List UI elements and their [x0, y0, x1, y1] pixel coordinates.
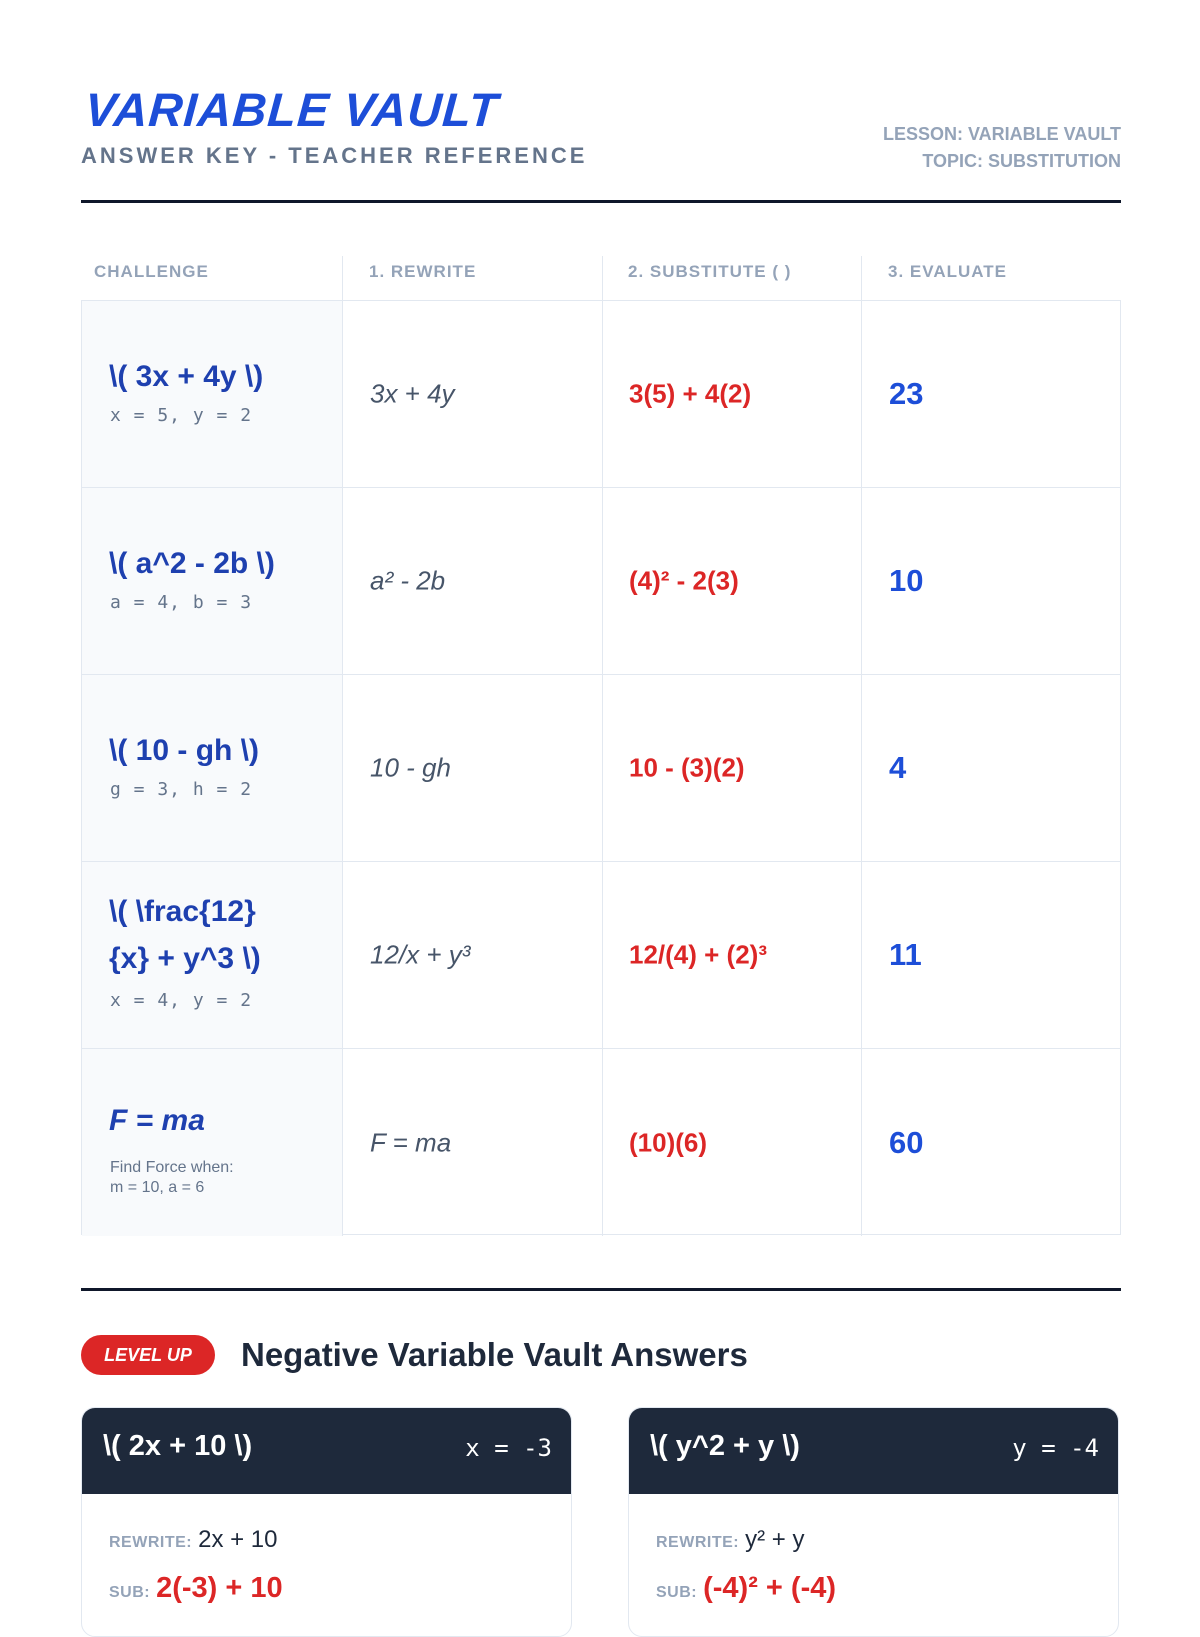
card-sub-line — [656, 1572, 836, 1605]
card-sub-line — [109, 1572, 283, 1605]
challenge-expression-line1: \( \frac{12} — [109, 895, 256, 928]
card-given-value: x = -3 — [465, 1434, 552, 1462]
substitute-cell — [603, 862, 862, 1048]
rewrite-label: REWRITE: — [656, 1534, 740, 1551]
substituted-expression: (10)(6) — [629, 1127, 708, 1157]
rewrite-cell — [343, 1049, 603, 1236]
table-row — [82, 675, 1120, 862]
substituted-expression: 12/(4) + (2)³ — [629, 939, 767, 970]
challenge-cell — [82, 862, 343, 1048]
section-title: Negative Variable Vault Answers — [241, 1336, 748, 1373]
rewrite-expression: a² - 2b — [370, 565, 446, 596]
evaluate-cell — [862, 862, 1120, 1048]
card-header — [82, 1408, 571, 1494]
rewrite-expression: 12/x + y³ — [370, 939, 471, 970]
rewrite-expression: F = ma — [370, 1127, 452, 1157]
table-row — [82, 488, 1120, 675]
answer-value: 10 — [889, 563, 924, 598]
column-header-substitute: 2. SUBSTITUTE ( ) — [628, 262, 792, 281]
sub-value: (-4)² + (-4) — [703, 1572, 837, 1604]
challenge-cell — [82, 675, 343, 861]
card-expression: \( y^2 + y \) — [650, 1430, 800, 1462]
rewrite-cell — [343, 862, 603, 1048]
challenge-expression: \( 3x + 4y \) — [109, 360, 264, 393]
challenge-expression: \( a^2 - 2b \) — [109, 547, 275, 580]
lesson-label: LESSON: VARIABLE VAULT — [883, 124, 1121, 144]
substitute-cell — [603, 675, 862, 861]
answer-value: 60 — [889, 1124, 924, 1160]
given-values: x = 4, y = 2 — [110, 990, 253, 1011]
table-row — [82, 301, 1120, 488]
answer-value: 11 — [889, 937, 922, 972]
rewrite-cell — [343, 301, 603, 487]
card-rewrite-line — [656, 1526, 804, 1554]
rewrite-expression: 3x + 4y — [370, 378, 455, 409]
substituted-expression: 3(5) + 4(2) — [629, 378, 752, 409]
rewrite-label: REWRITE: — [109, 1534, 193, 1551]
column-header-rewrite: 1. REWRITE — [369, 262, 477, 281]
table-row — [82, 1049, 1120, 1236]
sub-label: SUB: — [109, 1584, 151, 1601]
rewrite-value: y² + y — [745, 1526, 805, 1553]
substitute-cell — [603, 301, 862, 487]
answer-table — [81, 300, 1121, 1235]
challenge-cell — [82, 1049, 343, 1236]
evaluate-cell — [862, 1049, 1120, 1236]
card-expression: \( 2x + 10 \) — [103, 1430, 253, 1462]
page-title: VARIABLE VAULT — [83, 83, 501, 136]
substitute-cell — [603, 488, 862, 674]
column-header-challenge: CHALLENGE — [94, 262, 209, 281]
rewrite-cell — [343, 675, 603, 861]
rewrite-cell — [343, 488, 603, 674]
level-up-badge: LEVEL UP — [81, 1335, 215, 1375]
evaluate-cell — [862, 675, 1120, 861]
card-header — [629, 1408, 1118, 1494]
section-divider — [81, 1288, 1121, 1291]
given-values: a = 4, b = 3 — [110, 592, 253, 613]
answer-value: 23 — [889, 376, 924, 411]
lesson-meta — [883, 121, 1121, 175]
table-row — [82, 862, 1120, 1049]
column-separator — [342, 256, 343, 300]
challenge-cell — [82, 301, 343, 487]
given-values: g = 3, h = 2 — [110, 779, 253, 800]
page-subtitle: ANSWER KEY - TEACHER REFERENCE — [81, 143, 588, 168]
answer-value: 4 — [889, 750, 907, 785]
card-given-value: y = -4 — [1012, 1434, 1099, 1462]
given-values: m = 10, a = 6 — [110, 1179, 205, 1196]
substitute-cell — [603, 1049, 862, 1236]
challenge-expression-line2: {x} + y^3 \) — [109, 942, 261, 975]
given-values: x = 5, y = 2 — [110, 405, 253, 426]
evaluate-cell — [862, 488, 1120, 674]
substituted-expression: 10 - (3)(2) — [629, 752, 745, 783]
card-rewrite-line — [109, 1526, 278, 1554]
negative-variable-card — [628, 1407, 1119, 1637]
column-separator — [602, 256, 603, 300]
negative-variable-card — [81, 1407, 572, 1637]
sub-value: 2(-3) + 10 — [156, 1572, 283, 1604]
challenge-expression: \( 10 - gh \) — [109, 734, 259, 767]
evaluate-cell — [862, 301, 1120, 487]
substituted-expression: (4)² - 2(3) — [629, 565, 739, 596]
challenge-expression: F = ma — [109, 1104, 205, 1137]
topic-label: TOPIC: SUBSTITUTION — [922, 151, 1121, 171]
rewrite-value: 2x + 10 — [198, 1526, 278, 1553]
challenge-cell — [82, 488, 343, 674]
column-header-evaluate: 3. EVALUATE — [888, 262, 1007, 281]
column-separator — [861, 256, 862, 300]
sub-label: SUB: — [656, 1584, 698, 1601]
word-problem-prompt: Find Force when: — [110, 1159, 234, 1176]
rewrite-expression: 10 - gh — [370, 752, 451, 783]
header-divider — [81, 200, 1121, 203]
